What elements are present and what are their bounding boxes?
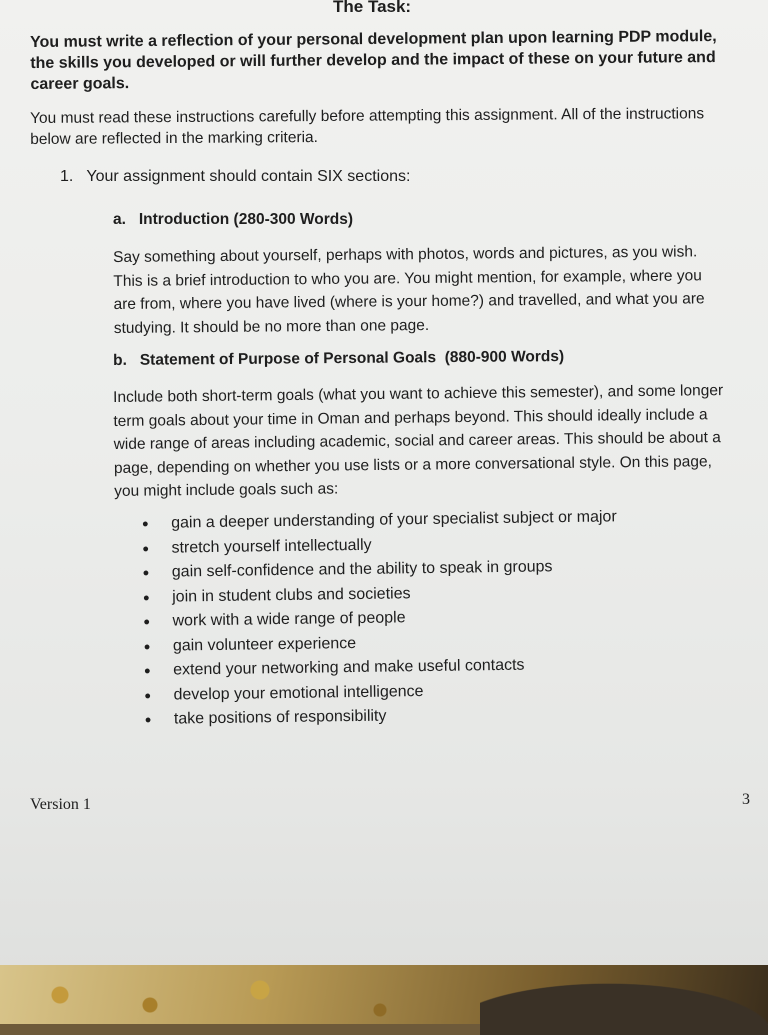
numbered-item-1 [60, 167, 410, 188]
item-number: 1. [60, 168, 74, 185]
list-item: • gain a deeper understanding of your specialist subject or major [142, 508, 617, 534]
bullet-icon: • [143, 636, 151, 657]
list-item: • join in student clubs and societies [143, 584, 411, 608]
section-b-letter: b. [113, 351, 127, 369]
page-title: The Task: [333, 0, 412, 16]
section-a-paragraph: Say something about yourself, perhaps with photos, words and pictures, as you wish. This is a brief introduction to who you are. You might mention, for example, where you are from, where you have lived (where is your home?) and travelled, and what you are studying. It should be no more than one page. [113, 243, 705, 337]
bullet-icon: • [143, 611, 150, 632]
list-item: • take positions of responsibility [144, 707, 387, 730]
bullet-icon: • [142, 513, 149, 534]
bullet-icon: • [144, 660, 151, 681]
bullet-icon: • [144, 685, 152, 706]
bullet-icon: • [143, 587, 150, 608]
section-a-title: Introduction (280-300 Words) [138, 211, 354, 228]
bullet-icon: • [142, 562, 150, 583]
bullet-icon: • [144, 709, 152, 730]
item-text: Your assignment should contain SIX sections: [86, 168, 411, 185]
page-number: 3 [742, 791, 750, 808]
list-item: • stretch yourself intellectually [142, 536, 372, 559]
bullet-icon: • [142, 538, 149, 559]
section-a-heading [113, 210, 353, 230]
list-item: • develop your emotional intelligence [144, 682, 424, 706]
section-b-heading [113, 347, 564, 371]
section-a-letter: a. [113, 211, 126, 228]
goals-list [140, 505, 620, 732]
list-item: • gain volunteer experience [143, 634, 357, 657]
background-shadow [480, 975, 768, 1035]
list-item: • gain self-confidence and the ability to speak in groups [142, 558, 553, 583]
section-b-paragraph: Include both short-term goals (what you want to achieve this semester), and some longer term goals about your time in Oman and perhaps beyond. This should ideally include a wide range of areas including academic, social and career areas. This should be about a page, depending on whether you use lists or a more conversational style. On this page, you might include goals such as: [113, 382, 724, 500]
section-b-word-count: (880-900 Words) [444, 348, 565, 367]
read-instructions: You must read these instructions carefully before attempting this assignment. All of the instructions below are reflected in the marking criteria. [30, 105, 705, 148]
list-item: • work with a wide range of people [143, 609, 406, 632]
section-b-title: Statement of Purpose of Personal Goals [139, 349, 437, 369]
task-description: You must write a reflection of your personal development plan upon learning PDP module, the skills you developed or will further develop and the impact of these on your future and career goals. [30, 28, 717, 93]
list-item: • extend your networking and make useful contacts [144, 656, 525, 681]
version-label: Version 1 [30, 796, 91, 813]
